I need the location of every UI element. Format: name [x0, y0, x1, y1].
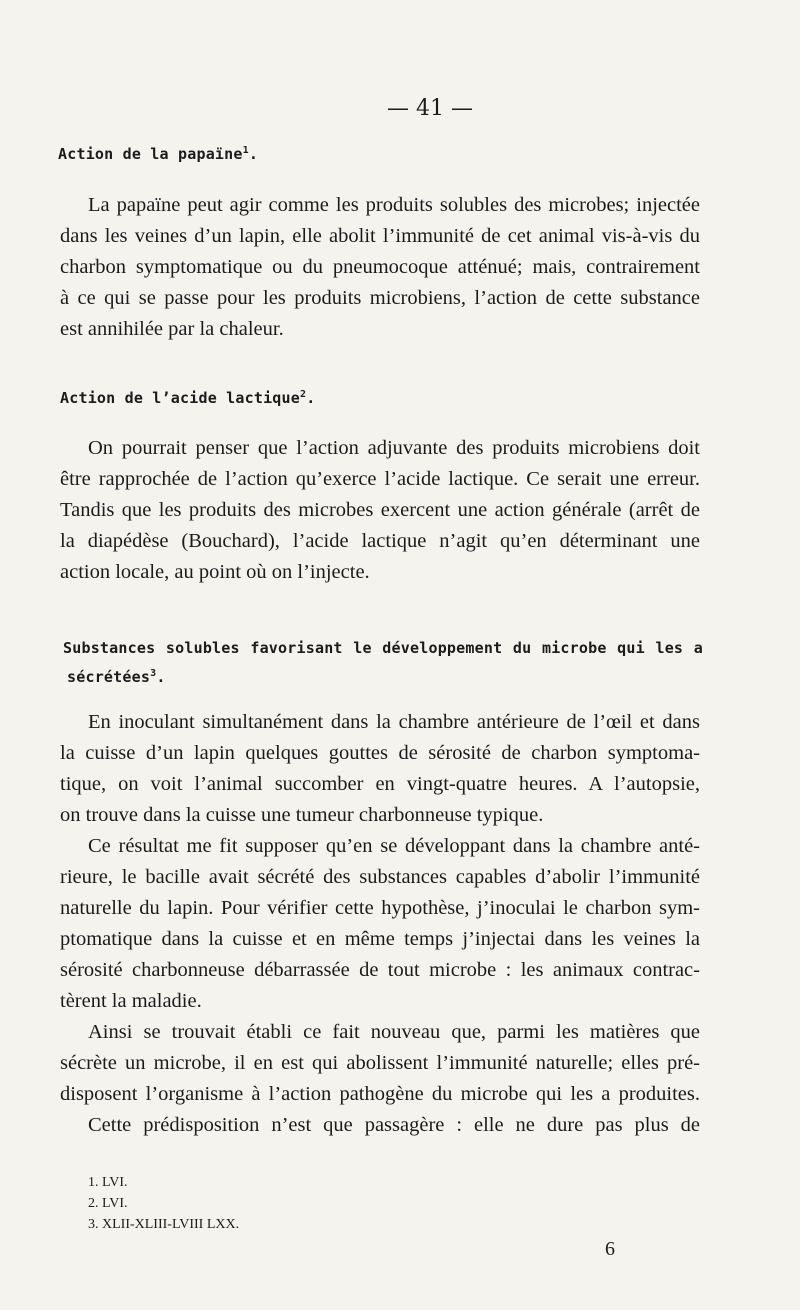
footnote-ref: 2: [300, 389, 307, 400]
text-line: La papaïne peut agir comme les produits solubles des microbes; injectée: [88, 194, 700, 216]
text-line: la cuisse d’un lapin quelques gouttes de sérosité de charbon symptoma-: [60, 742, 700, 764]
text-line: on trouve dans la cuisse une tumeur charbonneuse typique.: [60, 804, 544, 826]
section-title-papaine: Action de la papaïne$^1$.: [58, 145, 259, 163]
text-line: tique, on voit l’animal succomber en vingt-quatre heures. A l’autopsie,: [60, 773, 700, 795]
section-title-acide-lactique: Action de l’acide lactique$^2$.: [60, 389, 316, 407]
paragraph: [60, 1110, 700, 1141]
text-line: ptomatique dans la cuisse et en même temps j’injectai dans les veines la: [60, 928, 700, 950]
text-line: sérosité charbonneuse débarrassée de tout microbe : les animaux contrac-: [60, 959, 700, 981]
text-line: est annihilée par la chaleur.: [60, 318, 284, 340]
text-line: disposent l’organisme à l’action pathogène du microbe qui les a produites.: [60, 1083, 700, 1105]
section-title-text: Substances solubles favorisant le développement du microbe qui les a: [63, 639, 703, 657]
page-header: — 41 —: [387, 96, 473, 121]
text-line: à ce qui se passe pour les produits microbiens, l’action de cette substance: [60, 287, 700, 309]
text-line: On pourrait penser que l’action adjuvante des produits microbiens doit: [88, 437, 700, 459]
text-line: dans les veines d’un lapin, elle abolit l’immunité de cet animal vis-à-vis du: [60, 225, 700, 247]
text-line: rieure, le bacille avait sécrété des substances capables d’abolir l’immunité: [60, 866, 700, 888]
paragraph: [60, 707, 700, 831]
paragraph: [60, 1017, 700, 1110]
paragraph: [60, 433, 700, 588]
footnote-ref: 1: [242, 145, 249, 156]
page-number: 6: [605, 1238, 615, 1260]
footnotes: [88, 1172, 239, 1235]
text-line: charbon symptomatique ou du pneumocoque atténué; mais, contrairement: [60, 256, 700, 278]
section-title-text: sécrétées: [67, 668, 151, 686]
text-line: Tandis que les produits des microbes exercent une action générale (arrêt de: [60, 499, 700, 521]
text-line: la diapédèse (Bouchard), l’acide lactique n’agit qu’en déterminant une: [60, 530, 700, 552]
text-line: action locale, au point où on l’injecte.: [60, 561, 370, 583]
text-line: Ainsi se trouvait établi ce fait nouveau que, parmi les matières que: [88, 1021, 700, 1043]
footnote: 2. LVI.: [88, 1196, 128, 1211]
text-line: être rapprochée de l’action qu’exerce l’acide lactique. Ce serait une erreur.: [60, 468, 700, 490]
footnote: 1. LVI.: [88, 1175, 128, 1190]
section-title-substances-solubles: Substances solubles favorisant le développement du microbe qui les a sécrétées$^3$.: [63, 635, 703, 690]
text-line: Ce résultat me fit supposer qu’en se développant dans la chambre anté-: [88, 835, 700, 857]
text-line: Cette prédisposition n’est que passagère : elle ne dure pas plus de: [88, 1114, 700, 1136]
section-title-text: Action de l’acide lactique: [60, 389, 300, 407]
text-line: sécrète un microbe, il en est qui abolissent l’immunité naturelle; elles pré-: [60, 1052, 700, 1074]
footnote-ref: 3: [150, 668, 157, 679]
text-line: tèrent la maladie.: [60, 990, 202, 1012]
paragraph: [60, 831, 700, 1017]
text-line: naturelle du lapin. Pour vérifier cette hypothèse, j’inoculai le charbon sym-: [60, 897, 700, 919]
paragraph: [60, 190, 700, 345]
section-title-text: Action de la papaïne: [58, 145, 243, 163]
text-line: En inoculant simultanément dans la chambre antérieure de l’œil et dans: [88, 711, 700, 733]
footnote: 3. XLII-XLIII-LVIII LXX.: [88, 1217, 240, 1232]
